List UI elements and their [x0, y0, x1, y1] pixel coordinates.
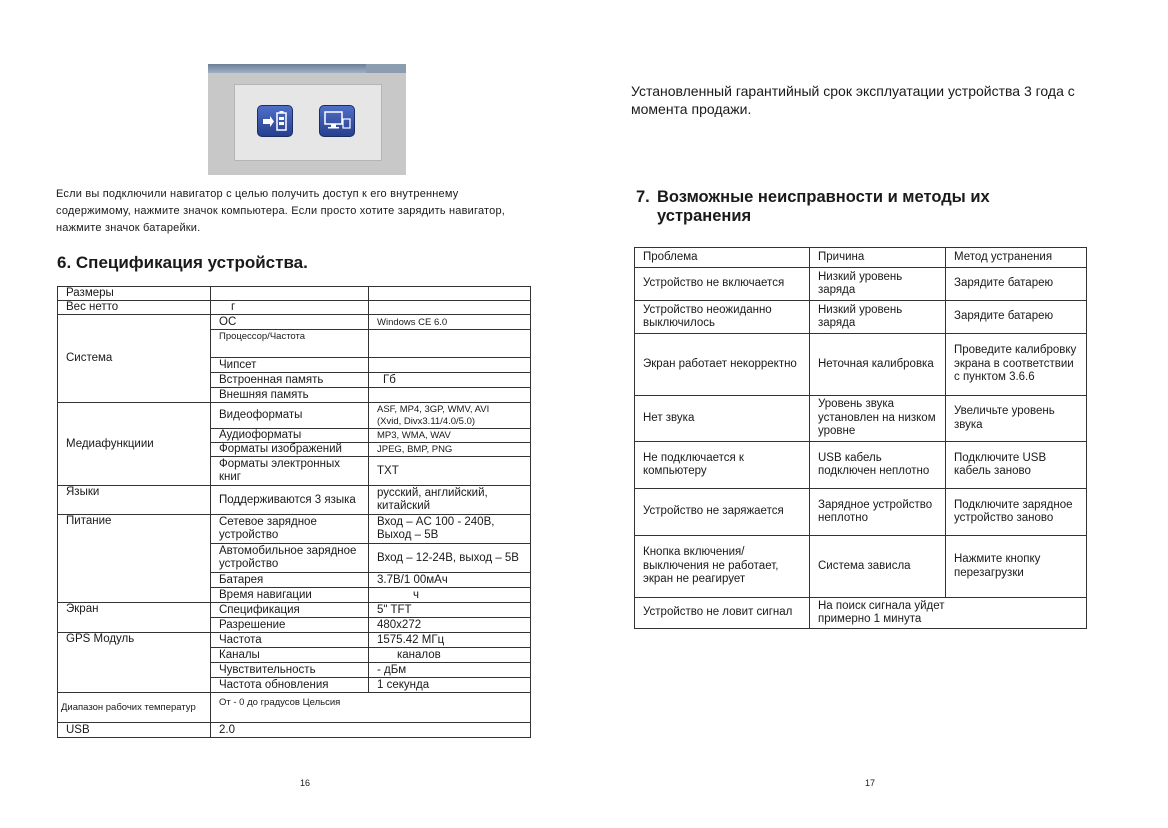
table-cell: каналов	[369, 648, 531, 663]
troubleshooting-table	[634, 247, 1087, 629]
table-cell: Питание	[58, 515, 211, 603]
table-cell: Кнопка включения/выключения не работает, экран не реагирует	[635, 536, 810, 598]
table-cell: Нет звука	[635, 396, 810, 442]
table-cell: 1575.42 МГц	[369, 633, 531, 648]
page-number-left: 16	[300, 778, 311, 788]
table-cell: 480x272	[369, 618, 531, 633]
table-cell: Экран	[58, 603, 211, 633]
troubleshooting-section-title	[636, 188, 1076, 226]
table-cell: Устройство не ловит сигнал	[635, 598, 810, 629]
table-row	[58, 301, 531, 315]
table-header-row	[635, 248, 1087, 268]
table-cell: Нажмите кнопку перезагрузки	[946, 536, 1087, 598]
table-cell: 2.0	[211, 723, 531, 738]
table-row	[635, 268, 1087, 301]
table-cell: Разрешение	[211, 618, 369, 633]
table-cell: Проведите калибровку экрана в соответствии с пунктом 3.6.6	[946, 334, 1087, 396]
table-cell: ОС	[211, 315, 369, 330]
table-cell: ASF, MP4, 3GP, WMV, AVI (Xvid, Divx3.11/4.0/5.0)	[369, 403, 531, 429]
dialog-panel	[234, 84, 382, 161]
table-cell: Гб	[369, 373, 531, 388]
header-cell: Проблема	[635, 248, 810, 268]
table-row	[635, 334, 1087, 396]
table-cell: Батарея	[211, 573, 369, 588]
table-row	[58, 403, 531, 429]
table-cell: Неточная калибровка	[810, 334, 946, 396]
table-cell: Экран работает некорректно	[635, 334, 810, 396]
spec-section-title: 6. Спецификация устройства.	[57, 253, 308, 272]
table-cell: MP3, WMA, WAV	[369, 429, 531, 443]
table-cell: Увеличьте уровень звука	[946, 396, 1087, 442]
table-cell: Система зависла	[810, 536, 946, 598]
warranty-text: Установленный гарантийный срок эксплуатации устройства 3 года с момента продажи.	[631, 83, 1075, 117]
table-cell: 3.7В/1 00мАч	[369, 573, 531, 588]
table-row	[58, 723, 531, 738]
table-cell: Аудиоформаты	[211, 429, 369, 443]
table-cell: г	[211, 301, 369, 315]
computer-icon[interactable]	[319, 105, 355, 137]
table-cell: Время навигации	[211, 588, 369, 603]
table-cell: Чувствительность	[211, 663, 369, 678]
table-row	[635, 536, 1087, 598]
table-cell: JPEG, BMP, PNG	[369, 443, 531, 457]
table-cell: USB	[58, 723, 211, 738]
table-cell: Каналы	[211, 648, 369, 663]
table-row	[58, 693, 531, 723]
table-cell: Поддерживаются 3 языка	[211, 486, 369, 515]
table-cell: Чипсет	[211, 358, 369, 373]
table-cell: Уровень звука установлен на низком уровне	[810, 396, 946, 442]
table-cell: русский, английский, китайский	[369, 486, 531, 515]
table-cell: Подключите USB кабель заново	[946, 442, 1087, 489]
table-cell: На поиск сигнала уйдет примерно 1 минута	[810, 598, 1087, 629]
table-row	[58, 515, 531, 544]
table-cell: Диапазон рабочих температур	[58, 693, 211, 723]
battery-charge-icon[interactable]	[257, 105, 293, 137]
table-cell: Низкий уровень заряда	[810, 301, 946, 334]
connection-instructions: Если вы подключили навигатор с целью получить доступ к его внутреннему содержимому, нажмите значок компьютера. Если просто хотите зарядить навигатор, нажмите значок батарейки.	[56, 188, 506, 234]
table-cell: Видеоформаты	[211, 403, 369, 429]
table-cell: Зарядное устройство неплотно	[810, 489, 946, 536]
table-row	[635, 598, 1087, 629]
table-cell: 1 секунда	[369, 678, 531, 693]
table-row	[58, 287, 531, 301]
table-cell: Спецификация	[211, 603, 369, 618]
section-title-text: Возможные неисправности и методы их устранения	[657, 188, 990, 225]
table-cell: TXT	[369, 457, 531, 486]
table-cell: Форматы изображений	[211, 443, 369, 457]
table-cell: Сетевое зарядное устройство	[211, 515, 369, 544]
table-row	[58, 633, 531, 648]
specifications-table	[57, 286, 531, 738]
table-cell: Зарядите батарею	[946, 301, 1087, 334]
table-row	[635, 489, 1087, 536]
table-row	[635, 442, 1087, 489]
table-cell: Не подключается к компьютеру	[635, 442, 810, 489]
table-cell: Частота	[211, 633, 369, 648]
table-row	[635, 396, 1087, 442]
table-cell: Автомобильное зарядное устройство	[211, 544, 369, 573]
table-cell: Внешняя память	[211, 388, 369, 403]
table-cell: Устройство неожиданно выключилось	[635, 301, 810, 334]
table-cell: USB кабель подключен неплотно	[810, 442, 946, 489]
table-cell: От - 0 до градусов Цельсия	[211, 693, 531, 723]
dialog-title-bar-segment	[366, 64, 406, 73]
table-row	[58, 603, 531, 618]
table-cell: Устройство не включается	[635, 268, 810, 301]
table-cell: ч	[369, 588, 531, 603]
table-cell: Система	[58, 315, 211, 403]
table-cell: Вход – 12-24В, выход – 5В	[369, 544, 531, 573]
table-cell: 5" TFT	[369, 603, 531, 618]
table-cell: Устройство не заряжается	[635, 489, 810, 536]
table-cell: Процессор/Частота	[211, 330, 369, 358]
table-cell: Вес нетто	[58, 301, 211, 315]
usb-connection-dialog-image	[208, 64, 406, 175]
table-cell: Встроенная память	[211, 373, 369, 388]
table-row	[635, 301, 1087, 334]
table-cell: Вход – AC 100 - 240В, Выход – 5В	[369, 515, 531, 544]
table-cell: GPS Модуль	[58, 633, 211, 693]
header-cell: Метод устранения	[946, 248, 1087, 268]
header-cell: Причина	[810, 248, 946, 268]
table-cell: Подключите зарядное устройство заново	[946, 489, 1087, 536]
table-cell: Размеры	[58, 287, 211, 301]
page-number-right: 17	[865, 778, 876, 788]
table-cell: Языки	[58, 486, 211, 515]
table-cell: Частота обновления	[211, 678, 369, 693]
table-cell: Низкий уровень заряда	[810, 268, 946, 301]
section-number: 7.	[636, 188, 650, 206]
table-row	[58, 315, 531, 330]
table-cell: Зарядите батарею	[946, 268, 1087, 301]
table-cell: Windows CE 6.0	[369, 315, 531, 330]
table-row	[58, 486, 531, 515]
table-cell: - дБм	[369, 663, 531, 678]
table-cell: Медиафункциии	[58, 403, 211, 486]
table-cell: Форматы электронных книг	[211, 457, 369, 486]
